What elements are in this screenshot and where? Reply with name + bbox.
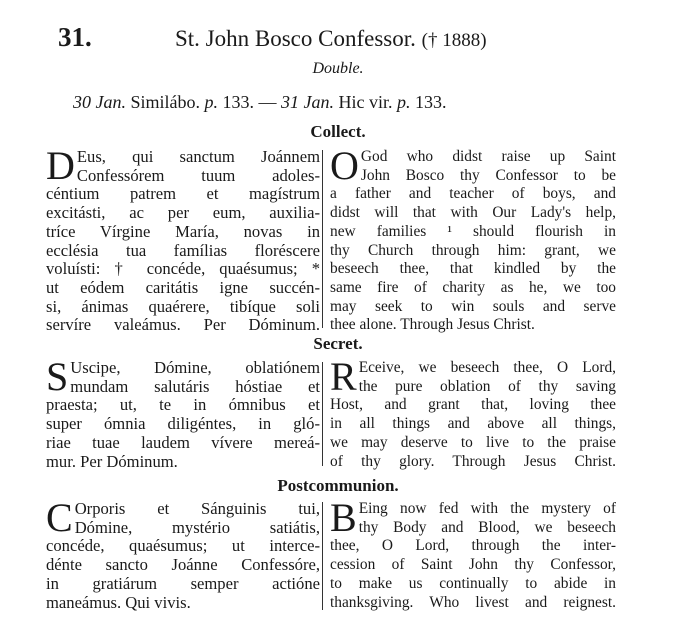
- collect-english: [330, 143, 616, 335]
- ref2-day: 31 Jan.: [281, 92, 335, 112]
- text-line: John Bosco thy Confessor to be: [360, 166, 616, 184]
- text-line: God who didst raise up Saint: [360, 148, 616, 165]
- text-line: Eceive, we beseech thee, O Lord,: [358, 359, 616, 376]
- death-year: († 1888): [421, 30, 487, 51]
- secret-latin: [46, 354, 320, 471]
- text-line: thy Church through him: grant, we: [330, 241, 616, 259]
- drop-cap: O: [330, 143, 359, 188]
- page-header: [0, 22, 676, 56]
- text-line: of thy glory. Through Jesus Christ.: [330, 452, 616, 470]
- text-line: praesta; ut, te in ómnibus et: [46, 395, 320, 415]
- ref1-text: Similábo.: [130, 92, 201, 112]
- text-line: ut eódem caritátis igne succén-: [46, 277, 320, 297]
- text-line: maneámus. Qui vivis.: [46, 592, 191, 612]
- ref2-page-label: p.: [397, 92, 411, 112]
- postcommunion-english: [330, 495, 616, 612]
- text-line: Uscipe, Dómine, oblatiónem: [70, 358, 320, 377]
- text-line: in all things and above all things,: [330, 415, 616, 433]
- proper-references: [73, 92, 447, 113]
- text-line: Host, and grant that, loving thee: [330, 396, 616, 414]
- feast-number: 31.: [58, 22, 92, 52]
- text-line: a father and teacher of boys, and: [330, 185, 616, 203]
- text-line: may seek to win souls and serve: [330, 297, 616, 315]
- text-line: Eing now fed with the mystery of: [358, 500, 616, 517]
- text-line: super ómnia diligéntes, in gló-: [46, 414, 320, 434]
- text-line: didst will that with Our Lady's help,: [330, 204, 616, 222]
- ref1-page-label: p.: [204, 92, 219, 112]
- ref-dash: —: [258, 92, 277, 112]
- text-line: ecclésia tua famílias floréscere: [46, 240, 320, 260]
- text-line: Orporis et Sánguinis tui,: [74, 499, 320, 518]
- text-line: mundam salutáris hóstiae et: [70, 376, 320, 396]
- text-line: Eus, qui sanctum Joánnem: [76, 147, 320, 166]
- drop-cap: C: [46, 495, 73, 540]
- text-line: new families ¹ should flourish in: [330, 222, 616, 240]
- text-line: beseech thee, that kindled by the: [330, 260, 616, 278]
- text-line: thee, O Lord, through the inter-: [330, 537, 616, 555]
- secret-heading: Secret.: [313, 334, 363, 353]
- ref1-page: 133.: [222, 92, 255, 112]
- feast-rank: Double.: [312, 60, 364, 77]
- text-line: thanksgiving. Who livest and reignest.: [330, 593, 616, 611]
- text-line: Dómine, mystério satiátis,: [74, 517, 320, 537]
- ref1-day: 30 Jan.: [73, 92, 126, 112]
- drop-cap: S: [46, 354, 69, 399]
- text-line: same fire of charity as he, we too: [330, 278, 616, 296]
- secret-english: [330, 354, 616, 471]
- text-line: the pure oblation of thy saving: [358, 377, 616, 395]
- text-line: cession of Saint John thy Confessor,: [330, 556, 616, 574]
- feast-name: St. John Bosco Confessor.: [175, 26, 416, 51]
- text-line: si, ánimas quaérere, tibíque soli: [46, 296, 320, 316]
- drop-cap: B: [330, 495, 357, 540]
- column-divider: [322, 362, 323, 466]
- text-line: in gratiárum semper actióne: [46, 573, 320, 593]
- ref2-text: Hic vir.: [338, 92, 393, 112]
- text-line: we may deserve to live to the praise: [330, 433, 616, 451]
- text-line: thee alone. Through Jesus Christ.: [330, 316, 535, 334]
- collect-latin: [46, 143, 320, 335]
- text-line: thy Body and Blood, we beseech: [358, 518, 616, 536]
- postcommunion-latin: [46, 495, 320, 612]
- column-divider: [322, 502, 323, 610]
- text-line: riae tuae laudem vívere mereá-: [46, 432, 320, 452]
- text-line: excitásti, ac per eum, auxilia-: [46, 203, 320, 223]
- postcommunion-heading: Postcommunion.: [277, 476, 399, 495]
- feast-title: [175, 26, 487, 52]
- text-line: concéde, quaésumus; ut interce-: [46, 536, 320, 556]
- text-line: tríce Vírgine María, novas in: [46, 221, 320, 241]
- collect-heading: Collect.: [310, 122, 366, 141]
- ref2-page: 133.: [415, 92, 447, 112]
- text-line: voluísti: † concéde, quaésumus; *: [46, 259, 320, 279]
- text-line: céntium patrem et magístrum: [46, 184, 320, 204]
- drop-cap: R: [330, 354, 357, 399]
- text-line: Confessórem tuum adoles-: [76, 165, 320, 185]
- text-line: dénte sancto Joánne Confessóre,: [46, 555, 320, 575]
- text-line: mur. Per Dóminum.: [46, 451, 178, 471]
- column-divider: [322, 150, 323, 328]
- text-line: servíre valeámus. Per Dóminum.: [46, 315, 320, 335]
- text-line: to make us continually to abide in: [330, 574, 616, 592]
- drop-cap: D: [46, 143, 75, 188]
